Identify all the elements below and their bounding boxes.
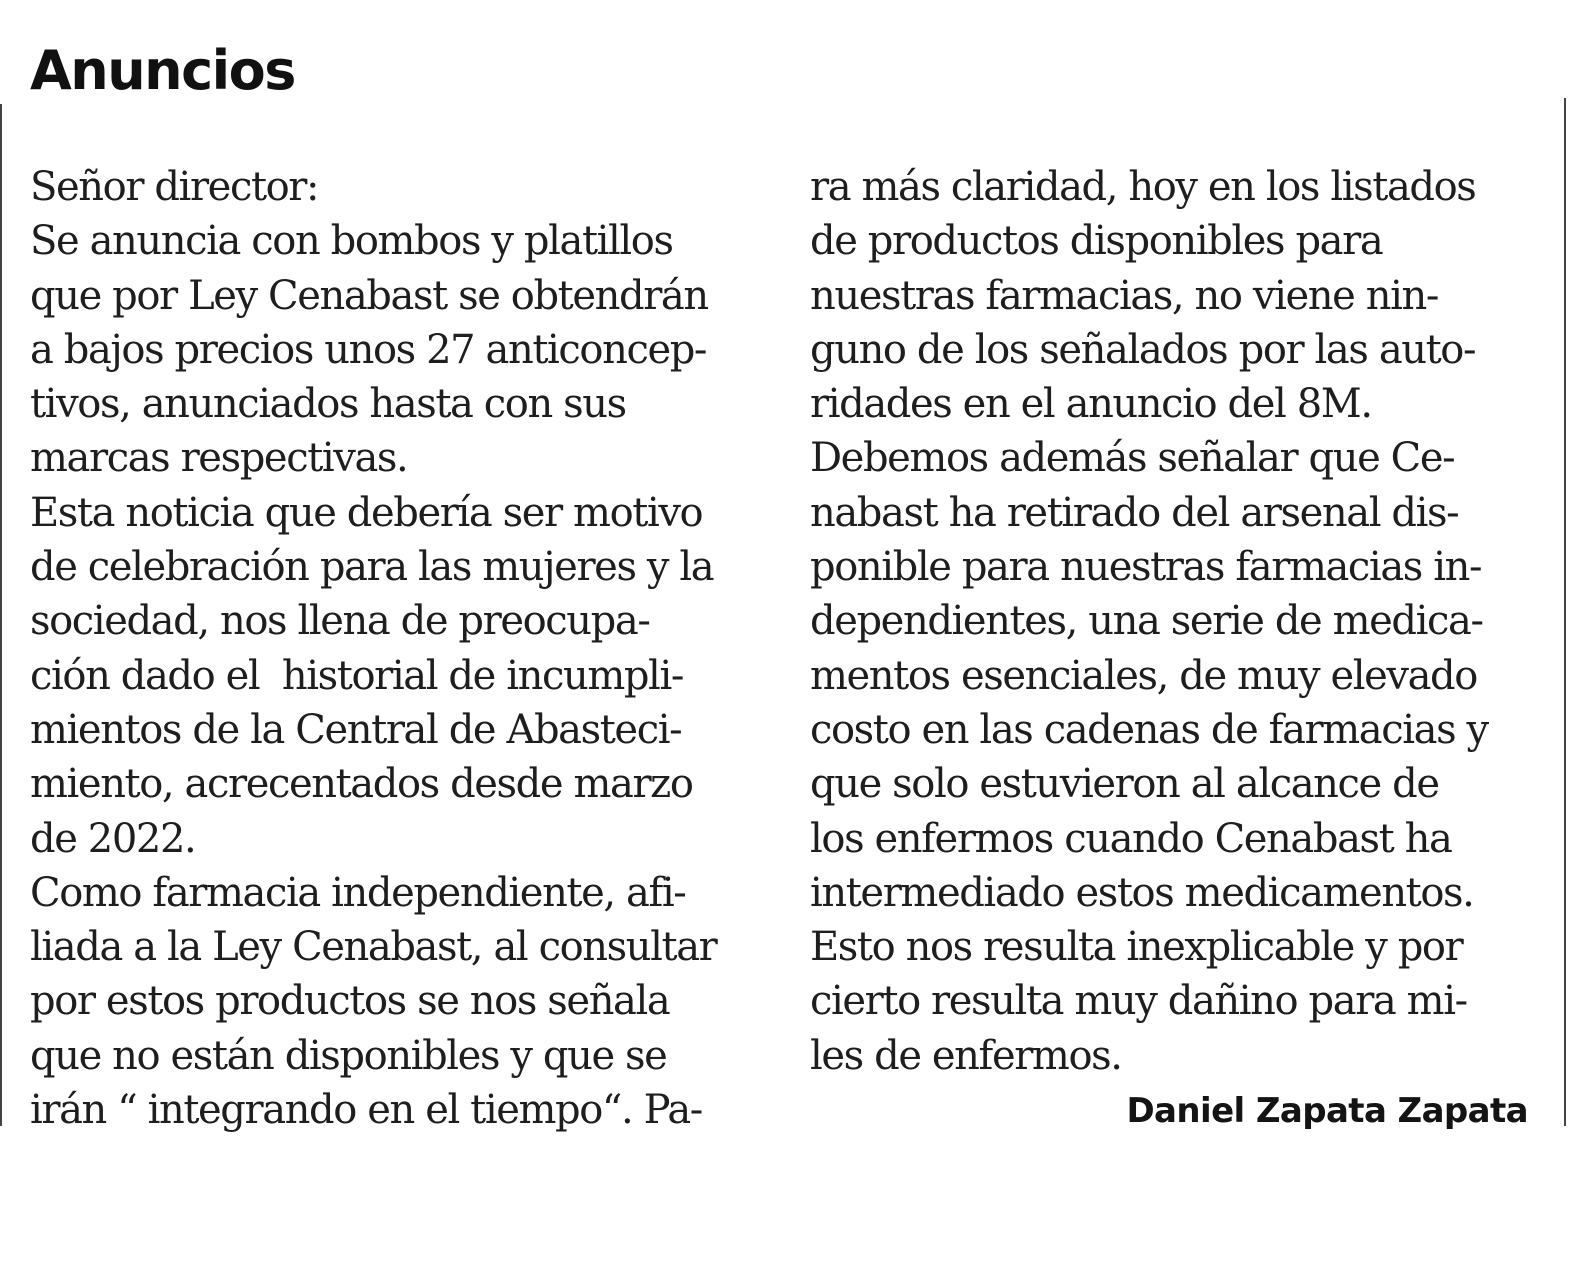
letter-line: costo en las cadenas de farmacias y <box>810 706 1488 753</box>
letter-line: guno de los señalados por las auto- <box>810 326 1476 373</box>
letter-line: Como farmacia independiente, afi- <box>30 869 686 916</box>
letter-signature: Daniel Zapata Zapata <box>1126 1091 1528 1131</box>
letter-line: de productos disponibles para <box>810 218 1383 265</box>
letter-line: sociedad, nos llena de preocupa- <box>30 598 650 645</box>
letter-line: mientos de la Central de Abasteci- <box>30 706 682 753</box>
letter-line: a bajos precios unos 27 anticoncep- <box>30 326 707 373</box>
letter-line: dependientes, una serie de medica- <box>810 598 1483 645</box>
letter-line: tivos, anunciados hasta con sus <box>30 381 626 428</box>
letter-line: que por Ley Cenabast se obtendrán <box>30 272 708 319</box>
letter-line: ra más claridad, hoy en los listados <box>810 164 1476 210</box>
letter-line: que no están disponibles y que se <box>30 1032 667 1079</box>
letter-line: los enfermos cuando Cenabast ha <box>810 815 1452 862</box>
column-rule-left <box>0 104 2 1126</box>
section-title: Anuncios <box>30 39 295 102</box>
letter-line: de 2022. <box>30 815 196 862</box>
letter-line: Esta noticia que debería ser motivo <box>30 489 703 536</box>
letter-line: Debemos además señalar que Ce- <box>810 435 1455 482</box>
letter-line: intermediado estos medicamentos. <box>810 869 1474 916</box>
letter-line: les de enfermos. <box>810 1032 1122 1079</box>
letter-line: mentos esenciales, de muy elevado <box>810 652 1477 699</box>
letter-line: marcas respectivas. <box>30 435 408 482</box>
letter-column-1 <box>30 160 770 1137</box>
letter-line: cierto resulta muy dañino para mi- <box>810 978 1467 1025</box>
letter-line: Esto nos resulta inexplicable y por <box>810 924 1463 971</box>
column-rule-right <box>1564 98 1566 1126</box>
letter-line: ción dado el historial de incumpli- <box>30 652 683 699</box>
letter-line: ponible para nuestras farmacias in- <box>810 544 1482 591</box>
letter-column-2 <box>810 160 1550 1083</box>
letter-line: irán “ integrando en el tiempo“. Pa- <box>30 1087 702 1134</box>
letter-line: Se anuncia con bombos y platillos <box>30 218 673 265</box>
letter-line: ridades en el anuncio del 8M. <box>810 381 1372 428</box>
letter-line: por estos productos se nos señala <box>30 978 670 1025</box>
letter-line: Señor director: <box>30 164 319 210</box>
letter-line: miento, acrecentados desde marzo <box>30 761 693 808</box>
letter-line: que solo estuvieron al alcance de <box>810 761 1439 808</box>
letter-line: liada a la Ley Cenabast, al consultar <box>30 924 717 971</box>
letter-line: nabast ha retirado del arsenal dis- <box>810 489 1459 536</box>
letter-line: nuestras farmacias, no viene nin- <box>810 272 1438 319</box>
letter-line: de celebración para las mujeres y la <box>30 544 714 591</box>
